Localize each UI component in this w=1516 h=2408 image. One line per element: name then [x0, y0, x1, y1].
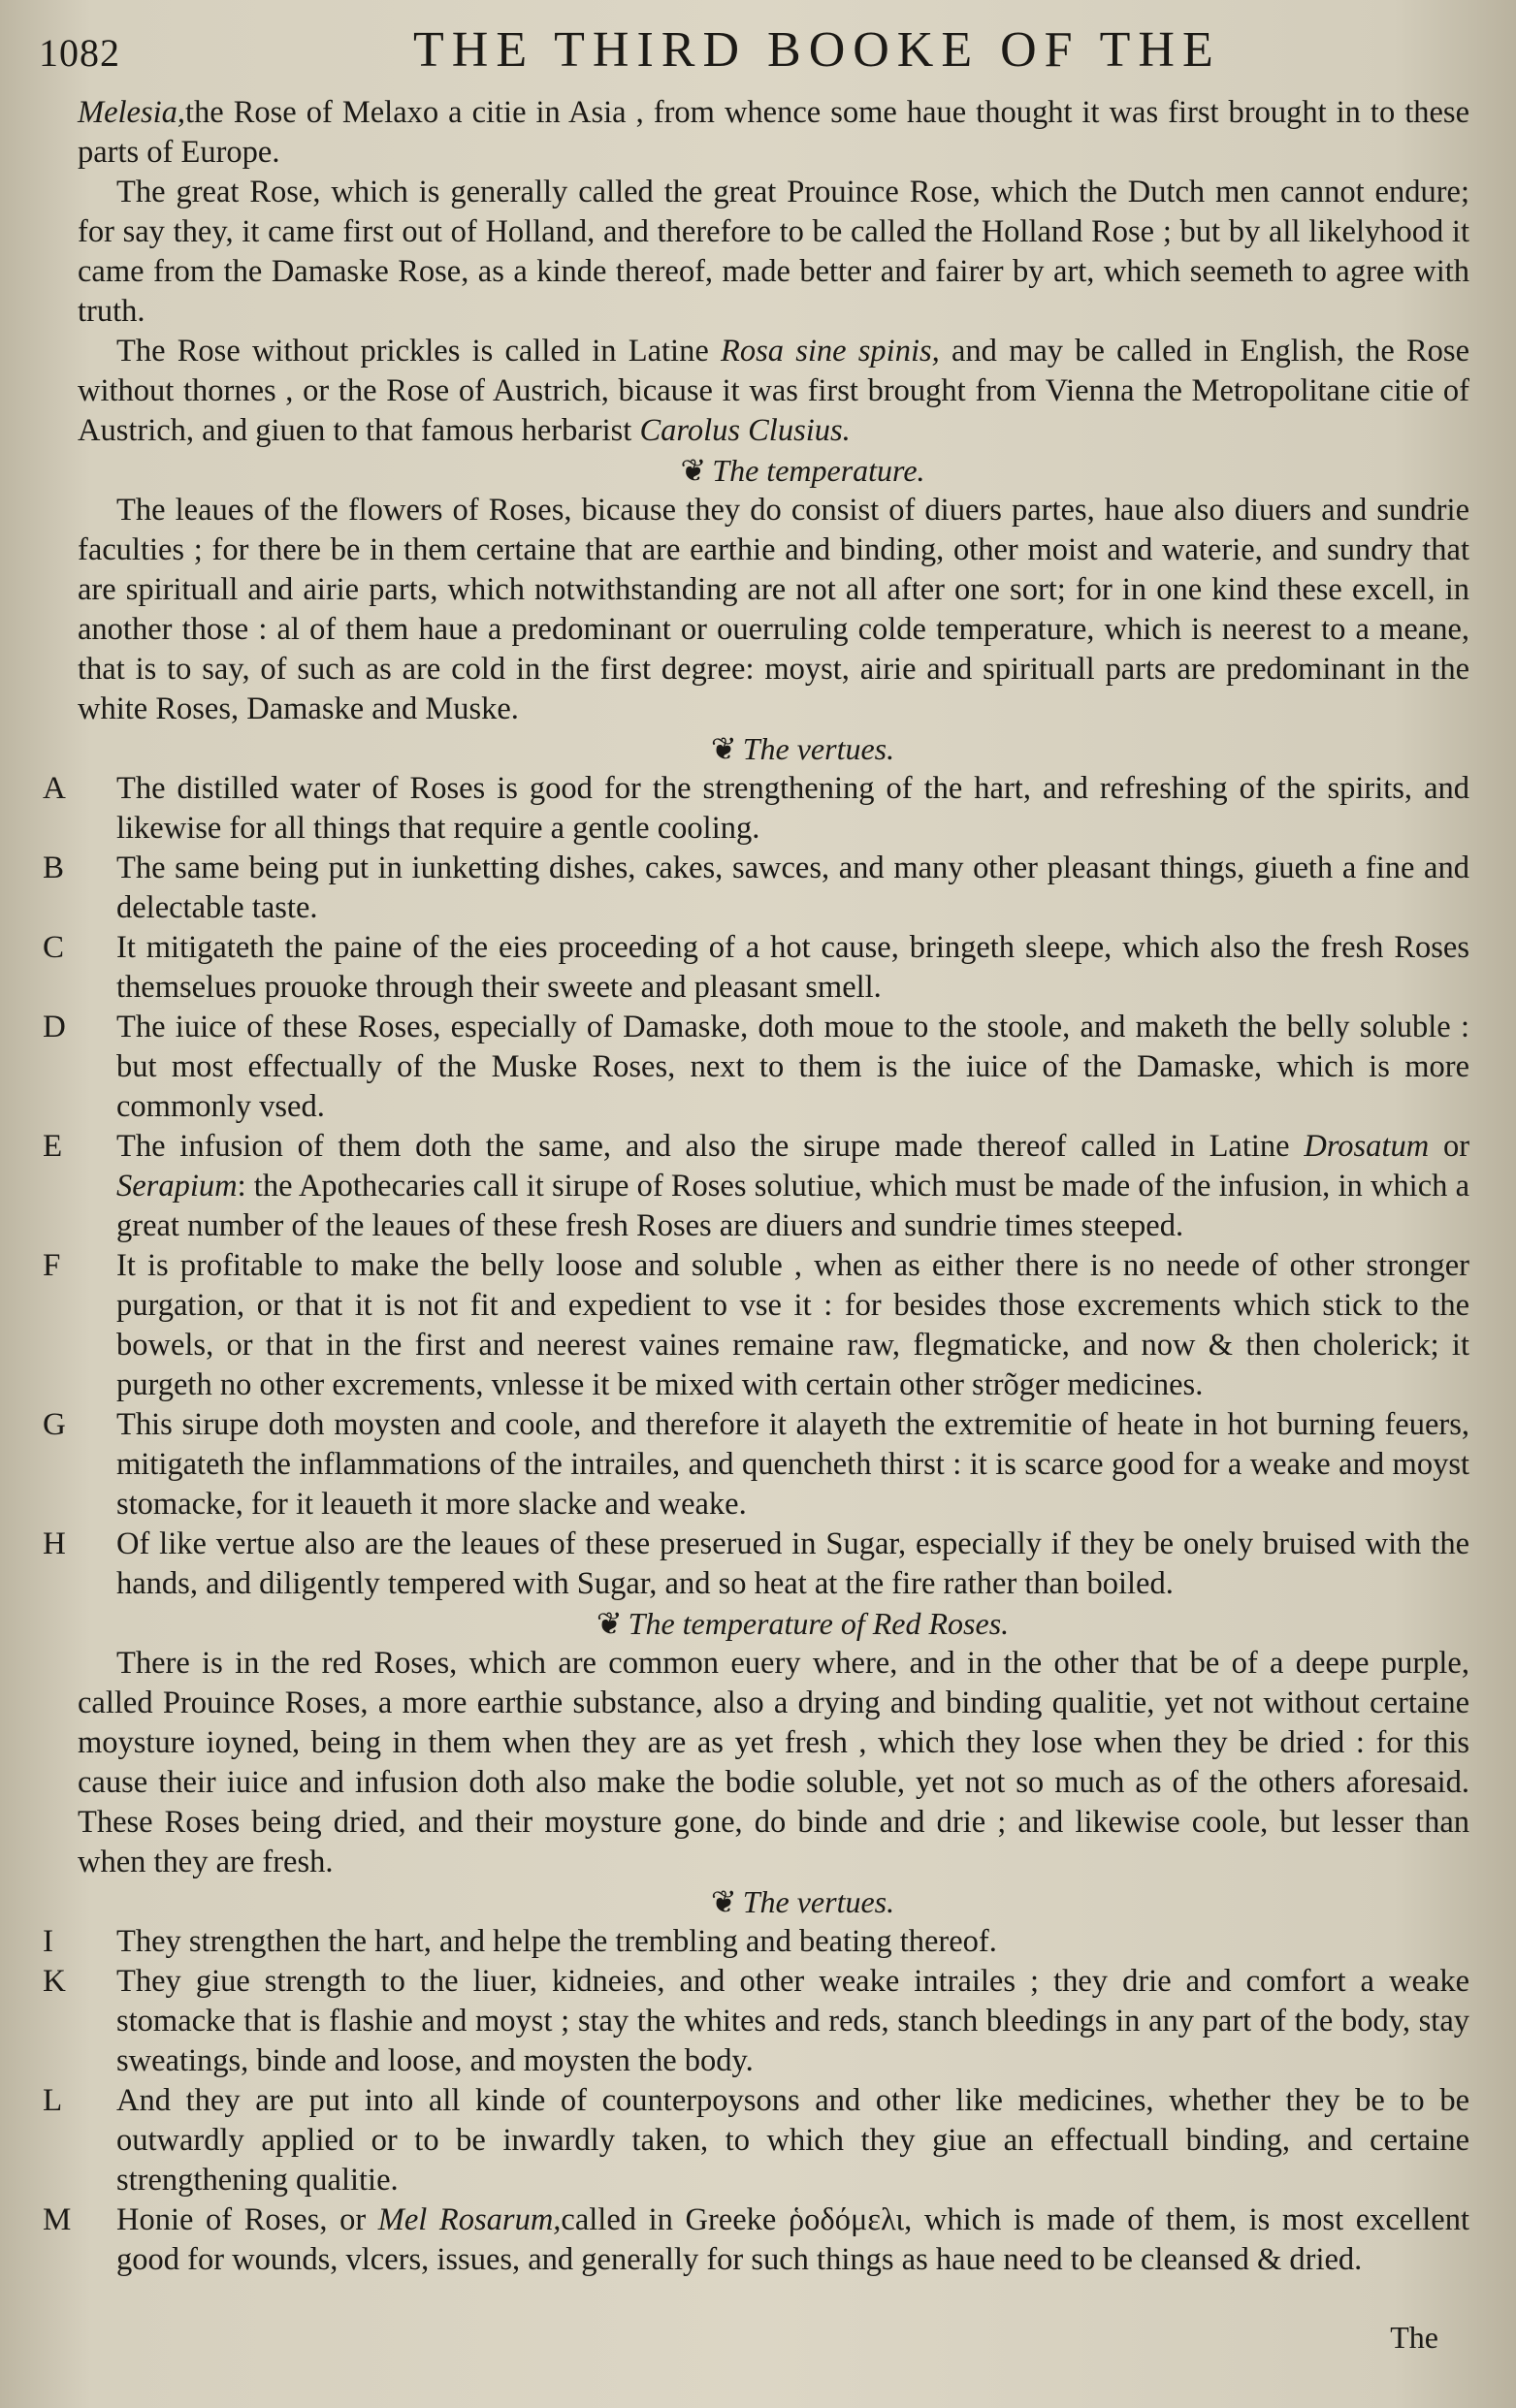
vertue-entry — [41, 769, 1469, 849]
vertue-entry — [41, 1922, 1469, 1962]
margin-letter: E — [43, 1129, 63, 1164]
italic-term: Melesia, — [78, 95, 186, 130]
margin-letter: H — [43, 1526, 66, 1561]
vertue-entry — [41, 2081, 1469, 2200]
vertue-text: The distilled water of Roses is good for the strengthening of the hart, and refreshing of the spirits, and likewise for all things that require a gentle cooling. — [116, 771, 1469, 846]
page-body — [39, 93, 1469, 2280]
vertue-text — [116, 2200, 1469, 2280]
heading-text: The vertues. — [742, 731, 895, 766]
margin-letter: K — [43, 1964, 66, 1999]
paragraph-text: Honie of Roses, or — [116, 2202, 367, 2237]
vertue-text: The same being put in iunketting dishes, cakes, sawces, and many other pleasant things, giueth a fine and delectable taste. — [116, 851, 1469, 925]
paragraph-great-rose: The great Rose, which is generally called the great Prouince Rose, which the Dutch men cannot endure; for say they, it came first out of Holland, and therefore to be called the Holland Rose ; but by all likelyhood it came from the Damaske Rose, as a kinde thereof, made better and fairer by art, which seemeth to agree with truth. — [78, 175, 1469, 329]
paragraph-red-roses: There is in the red Roses, which are common euery where, and in the other that be of a deepe purple, called Prouince Roses, a more earthie substance, also a drying and binding qualitie, yet not without certaine moysture ioyned, being in them when they are as yet fresh , which they lose when they be dried : for this cause their iuice and infusion doth also make the bodie soluble, yet not so much as of the others aforesaid. These Roses being dried, and their moysture gone, do binde and drie ; and likewise coole, but lesser than when they are fresh. — [78, 1646, 1469, 1879]
vertue-entry — [41, 2200, 1469, 2280]
margin-letter: L — [43, 2083, 63, 2118]
paragraph-text: the Rose of Melaxo a citie in Asia , from whence some haue thought it was first brought in to these parts of Europe. — [78, 95, 1469, 170]
paragraph-temperature: The leaues of the flowers of Roses, bicause they do consist of diuers partes, haue also diuers and sundrie faculties ; for there be in them certaine that are earthie and binding, other moist and waterie, and sundry that are spirituall and airie parts, which notwithstanding are not all after one sort; for in one kind these excell, in another those : al of them haue a predominant or ouerruling colde temperature, which is neerest to a meane, that is to say, of such as are cold in the first degree: moyst, airie and spirituall parts are predominant in the white Roses, Damaske and Muske. — [78, 493, 1469, 726]
greek-word: ῥοδόμελι, — [788, 2202, 913, 2237]
paragraph-text: which is made of them, is most excellent good for wounds, vlcers, issues, and generally for such things as haue need to be cleansed & dried. — [116, 2202, 1469, 2277]
paragraph-rose-without-prickles — [78, 332, 1469, 451]
page-number: 1082 — [39, 31, 120, 75]
heading-text: The vertues. — [742, 1884, 895, 1919]
section-heading-red-roses — [78, 1604, 1469, 1644]
margin-letter: I — [43, 1924, 53, 1959]
fleuron-icon: ❦ — [596, 1606, 623, 1641]
vertue-entry — [41, 1008, 1469, 1127]
italic-term: Drosatum — [1304, 1129, 1430, 1164]
vertue-text: This sirupe doth moysten and coole, and therefore it alayeth the extremitie of heate in hot burning feuers, mitigateth the inflammations of the intrailes, and quencheth thirst : it is scarce good for a weake and moyst stomacke, for it leaueth it more slacke and weake. — [116, 1407, 1469, 1522]
vertue-text: And they are put into all kinde of counterpoysons and other like medicines, whether they be to be outwardly applied or to be inwardly taken, to which they giue an effectuall binding, and certaine strengthening qualitie. — [116, 2083, 1469, 2198]
vertue-text: It mitigateth the paine of the eies proceeding of a hot cause, bringeth sleepe, which also the fresh Roses themselues prouoke through their sweete and pleasant smell. — [116, 930, 1469, 1005]
vertue-entry — [41, 1962, 1469, 2081]
margin-letter: C — [43, 930, 65, 965]
italic-term: Mel Rosarum, — [377, 2202, 562, 2237]
italic-term: Serapium — [116, 1169, 238, 1204]
fleuron-icon: ❦ — [710, 1884, 737, 1919]
paragraph-melesia — [78, 93, 1469, 173]
margin-letter: B — [43, 851, 65, 885]
catchword: The — [1390, 2320, 1438, 2355]
margin-letter: D — [43, 1010, 66, 1044]
vertue-entry — [41, 1246, 1469, 1405]
fleuron-icon: ❦ — [710, 731, 737, 766]
vertue-entry — [41, 1405, 1469, 1525]
paragraph-text: and may be called in English, the Rose without thornes , or the Rose of Austrich, bicause it was first brought from Vienna the Metropolitane citie of Austrich, and giuen to that famous herbarist — [78, 334, 1470, 448]
vertue-entry — [41, 849, 1469, 928]
vertue-text: They giue strength to the liuer, kidneies, and other weake intrailes ; they drie and comfort a weake stomacke that is flashie and moyst ; stay the whites and reds, stanch bleedings in any part of the body, stay sweatings, binde and loose, and moysten the body. — [116, 1964, 1469, 2078]
paragraph-text: called in Greeke — [561, 2202, 777, 2237]
vertue-text: It is profitable to make the belly loose and soluble , when as either there is no neede of other stronger purgation, or that it is not fit and expedient to vse it : for besides those excrements which stick to the bowels, or that in the first and neerest vaines remaine raw, flegmaticke, and now & then cholerick; it purgeth no other excrements, vnlesse it be mixed with certain other strõger medicines. — [116, 1248, 1469, 1402]
heading-text: The temperature. — [712, 453, 925, 488]
italic-term: Rosa sine spinis, — [720, 334, 940, 369]
heading-text: The temperature of Red Roses. — [628, 1606, 1010, 1641]
vertue-entry — [41, 1525, 1469, 1604]
vertue-entry — [41, 928, 1469, 1008]
paragraph-text: : the Apothecaries call it sirupe of Roses solutiue, which must be made of the infusion, in which a great number of the leaues of these fresh Roses are diuers and sundrie times steeped. — [116, 1169, 1469, 1243]
italic-term: Carolus Clusius. — [639, 413, 851, 448]
section-heading-temperature — [78, 451, 1469, 491]
margin-letter: A — [43, 771, 66, 806]
vertue-text — [116, 1127, 1469, 1246]
paragraph-text: The infusion of them doth the same, and also the sirupe made thereof called in Latine — [116, 1129, 1290, 1164]
paragraph-text: The Rose without prickles is called in Latine — [116, 334, 709, 369]
vertue-entry — [41, 1127, 1469, 1246]
paragraph-text: or — [1442, 1129, 1470, 1164]
margin-letter: M — [43, 2202, 72, 2237]
margin-letter: F — [43, 1248, 61, 1283]
section-heading-vertues — [78, 729, 1469, 769]
section-heading-vertues-2 — [78, 1882, 1469, 1922]
vertue-text: They strengthen the hart, and helpe the trembling and beating thereof. — [116, 1924, 997, 1959]
vertue-text: Of like vertue also are the leaues of these preserued in Sugar, especially if they be onely bruised with the hands, and diligently tempered with Sugar, and so heat at the fire rather than boiled. — [116, 1526, 1469, 1601]
vertue-text: The iuice of these Roses, especially of Damaske, doth moue to the stoole, and maketh the belly soluble : but most effectually of the Muske Roses, next to them is the iuice of the Damaske, which is more commonly vsed. — [116, 1010, 1469, 1124]
running-title: THE THIRD BOOKE OF THE — [413, 22, 1221, 78]
fleuron-icon: ❦ — [680, 453, 707, 488]
page-header — [39, 21, 1469, 93]
margin-letter: G — [43, 1407, 66, 1442]
